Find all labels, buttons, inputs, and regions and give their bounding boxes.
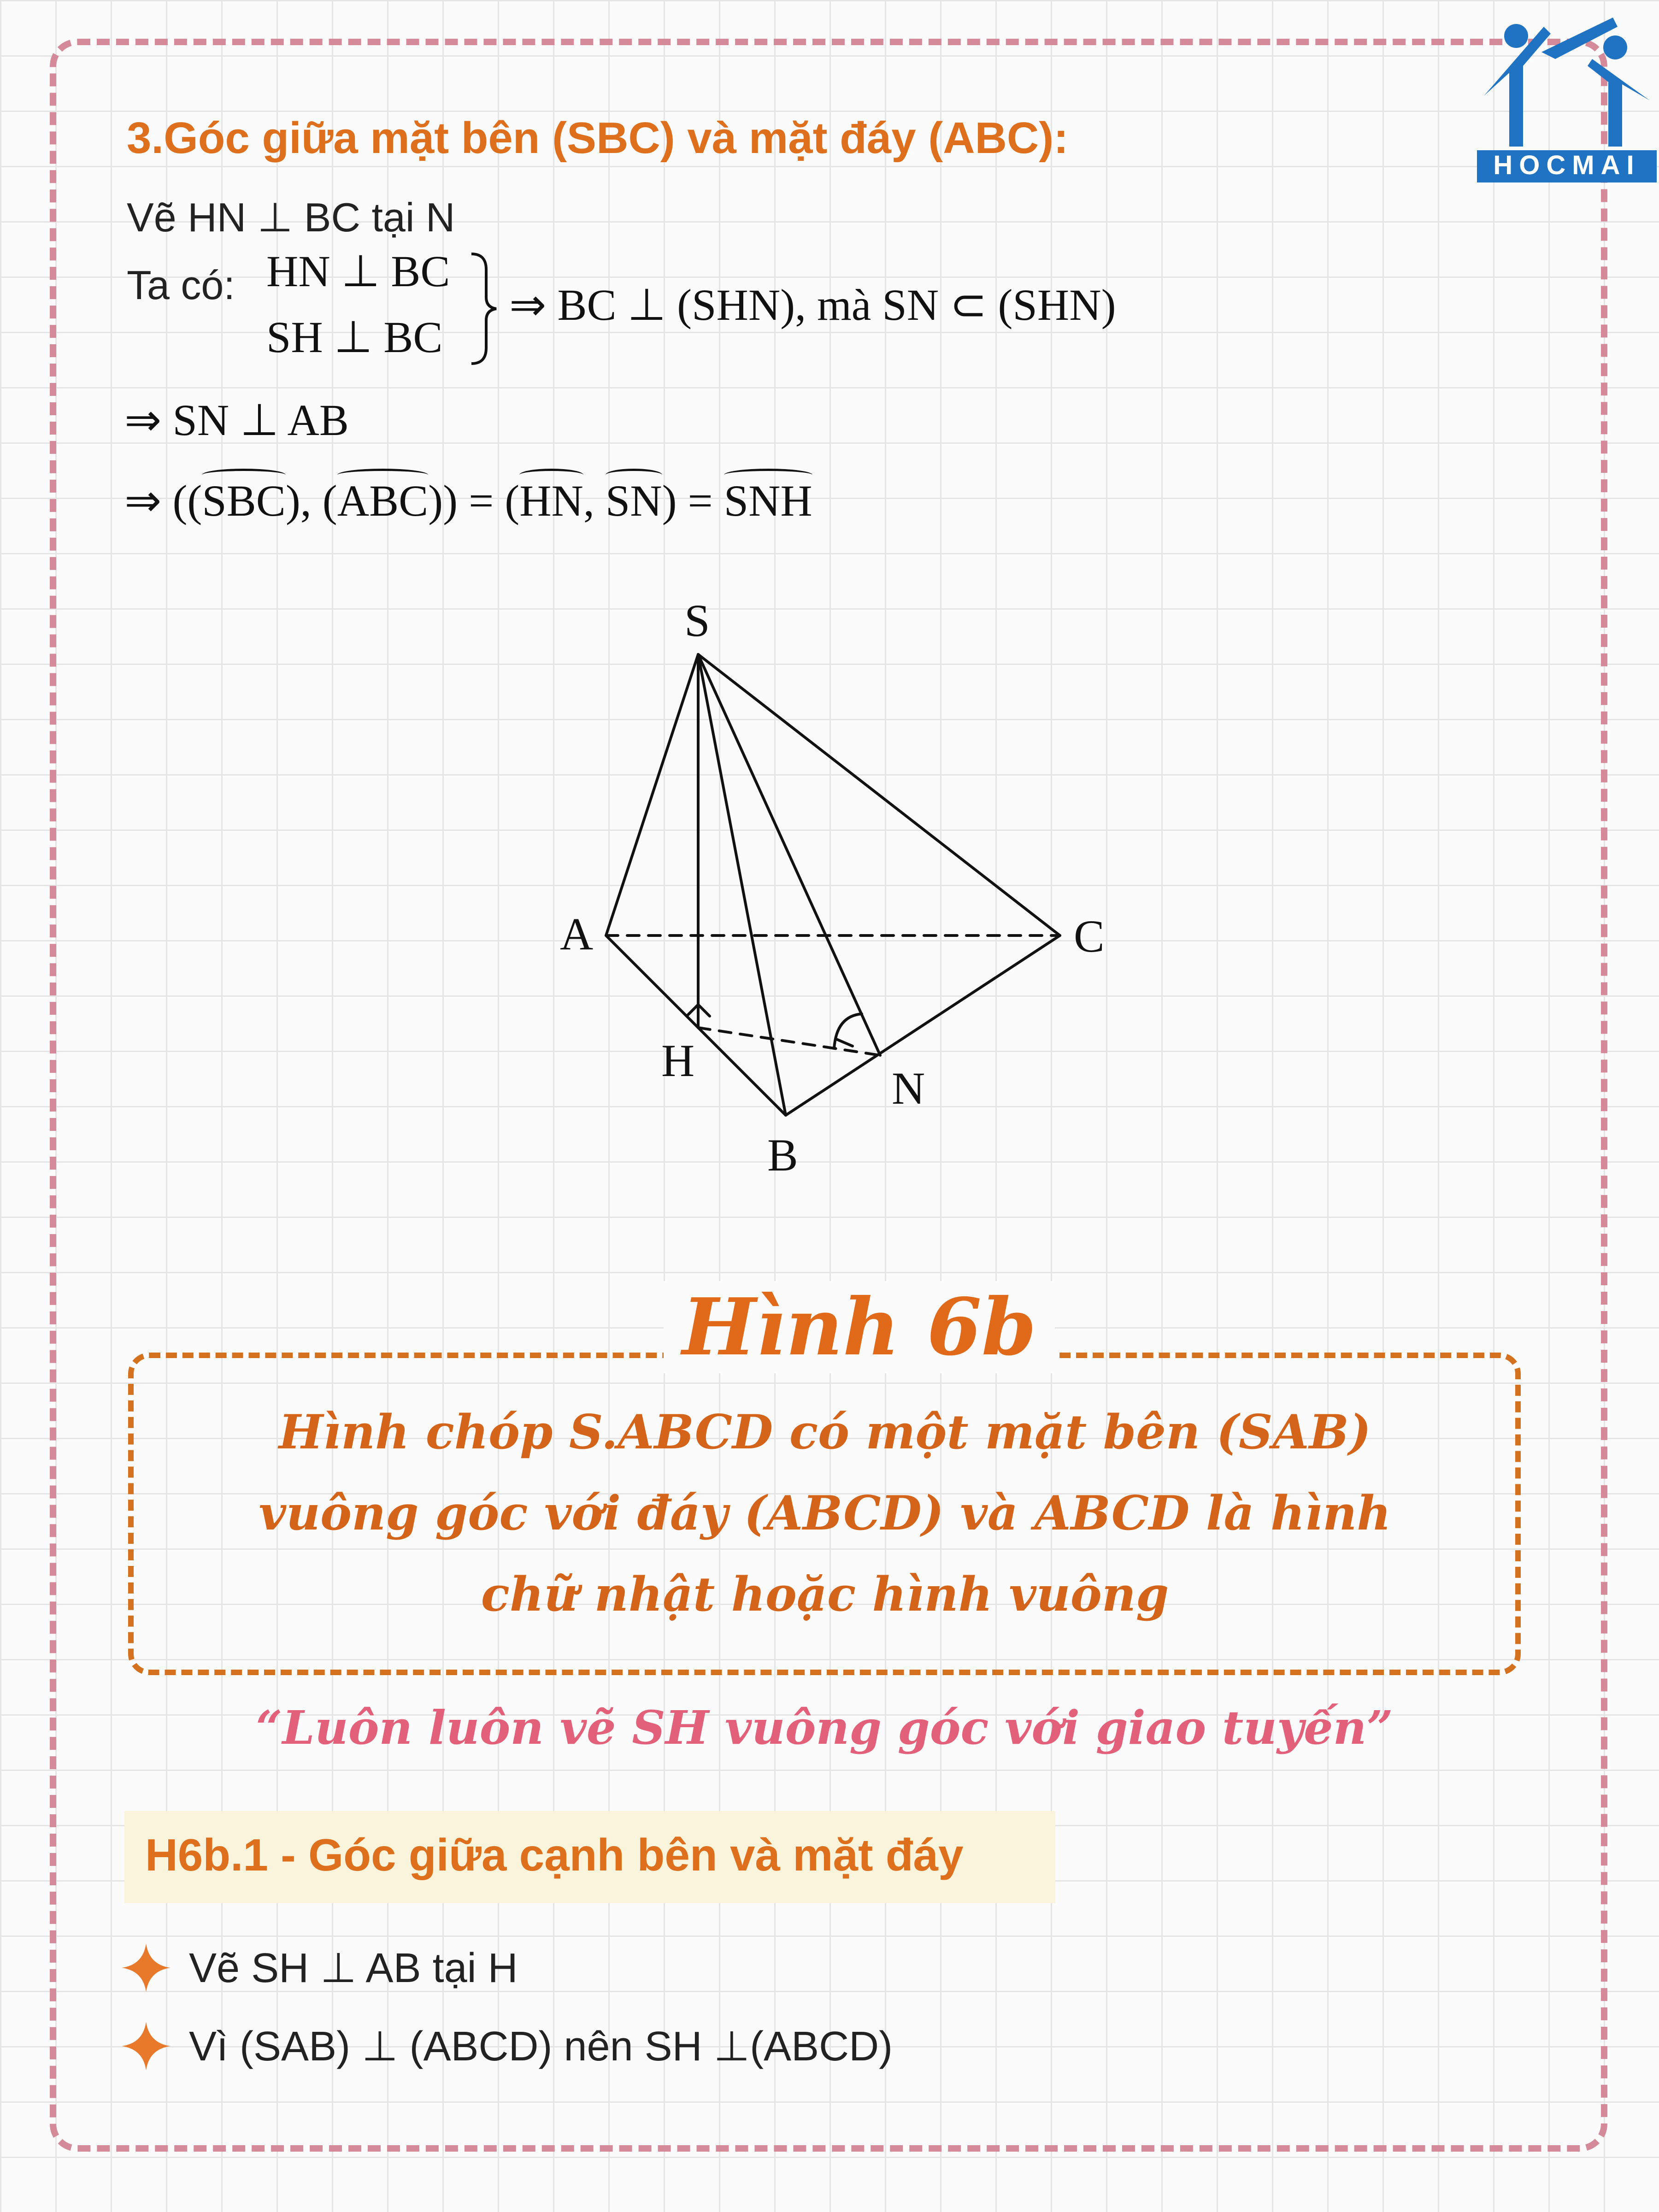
bullet-item-2: Vì (SAB) ⊥ (ABCD) nên SH ⊥(ABCD) xyxy=(189,2024,893,2070)
hocmai-logo xyxy=(1475,8,1659,183)
angle-prefix: ⇒ (( xyxy=(124,476,202,525)
sn-perp-line: ⇒ SN ⊥ AB xyxy=(124,395,349,445)
angle-tick-n xyxy=(836,1039,853,1046)
conclusion-line: ⇒ BC ⊥ (SHN), mà SN ⊂ (SHN) xyxy=(509,280,1116,329)
angle-hn: HN xyxy=(519,476,583,525)
label-h: H xyxy=(661,1035,695,1086)
box-line-3: chữ nhật hoặc hình vuông xyxy=(481,1567,1169,1622)
angle-comma: , xyxy=(583,476,606,525)
angle-mid1: ), ( xyxy=(285,476,337,525)
logo-text: HOCMAI xyxy=(1493,150,1641,180)
subsection-title: H6b.1 - Góc giữa cạnh bên và mặt đáy xyxy=(124,1811,1055,1903)
pyramid-figure xyxy=(530,585,1152,1184)
section-title: 3.Góc giữa mặt bên (SBC) và mặt đáy (ABC): xyxy=(127,113,1069,163)
system-eq-2: SH ⊥ BC xyxy=(266,312,443,362)
label-c: C xyxy=(1074,911,1105,962)
label-b: B xyxy=(767,1130,798,1181)
ta-co-label: Ta có: xyxy=(127,262,235,308)
angle-abc: ABC xyxy=(337,476,429,525)
box-line-1: Hình chóp S.ABCD có một mặt bên (SAB) xyxy=(278,1405,1371,1460)
star-bullet-icon xyxy=(121,1942,171,1993)
edge-sc xyxy=(698,654,1060,935)
label-a: A xyxy=(560,908,594,959)
star-bullet-icon xyxy=(121,2021,171,2071)
box-line-2: vuông góc với đáy (ABCD) và ABCD là hình xyxy=(259,1486,1391,1541)
angle-snh: SNH xyxy=(724,476,812,525)
edge-ab xyxy=(606,935,786,1115)
angle-mid2: )) = ( xyxy=(428,476,520,525)
angle-mid3: ) = xyxy=(662,476,724,525)
bullet-item-1: Vẽ SH ⊥ AB tại H xyxy=(189,1945,518,1991)
label-s: S xyxy=(684,595,710,646)
box-title: Hình 6b xyxy=(664,1281,1055,1373)
box-text xyxy=(152,1392,1498,1635)
angle-sn: SN xyxy=(605,476,662,525)
edge-sb xyxy=(698,654,786,1115)
right-brace-icon xyxy=(468,251,500,366)
system-eq-1: HN ⊥ BC xyxy=(266,247,450,296)
edge-sn xyxy=(698,654,880,1055)
label-n: N xyxy=(892,1063,925,1114)
angle-sbc: SBC xyxy=(202,476,286,525)
tip-quote: “Luôn luôn vẽ SH vuông góc với giao tuyến” xyxy=(256,1700,1393,1755)
edge-sa xyxy=(606,654,698,935)
segment-hn-hidden xyxy=(698,1028,880,1055)
angle-equation xyxy=(124,475,812,526)
construction-line: Vẽ HN ⊥ BC tại N xyxy=(127,194,455,240)
